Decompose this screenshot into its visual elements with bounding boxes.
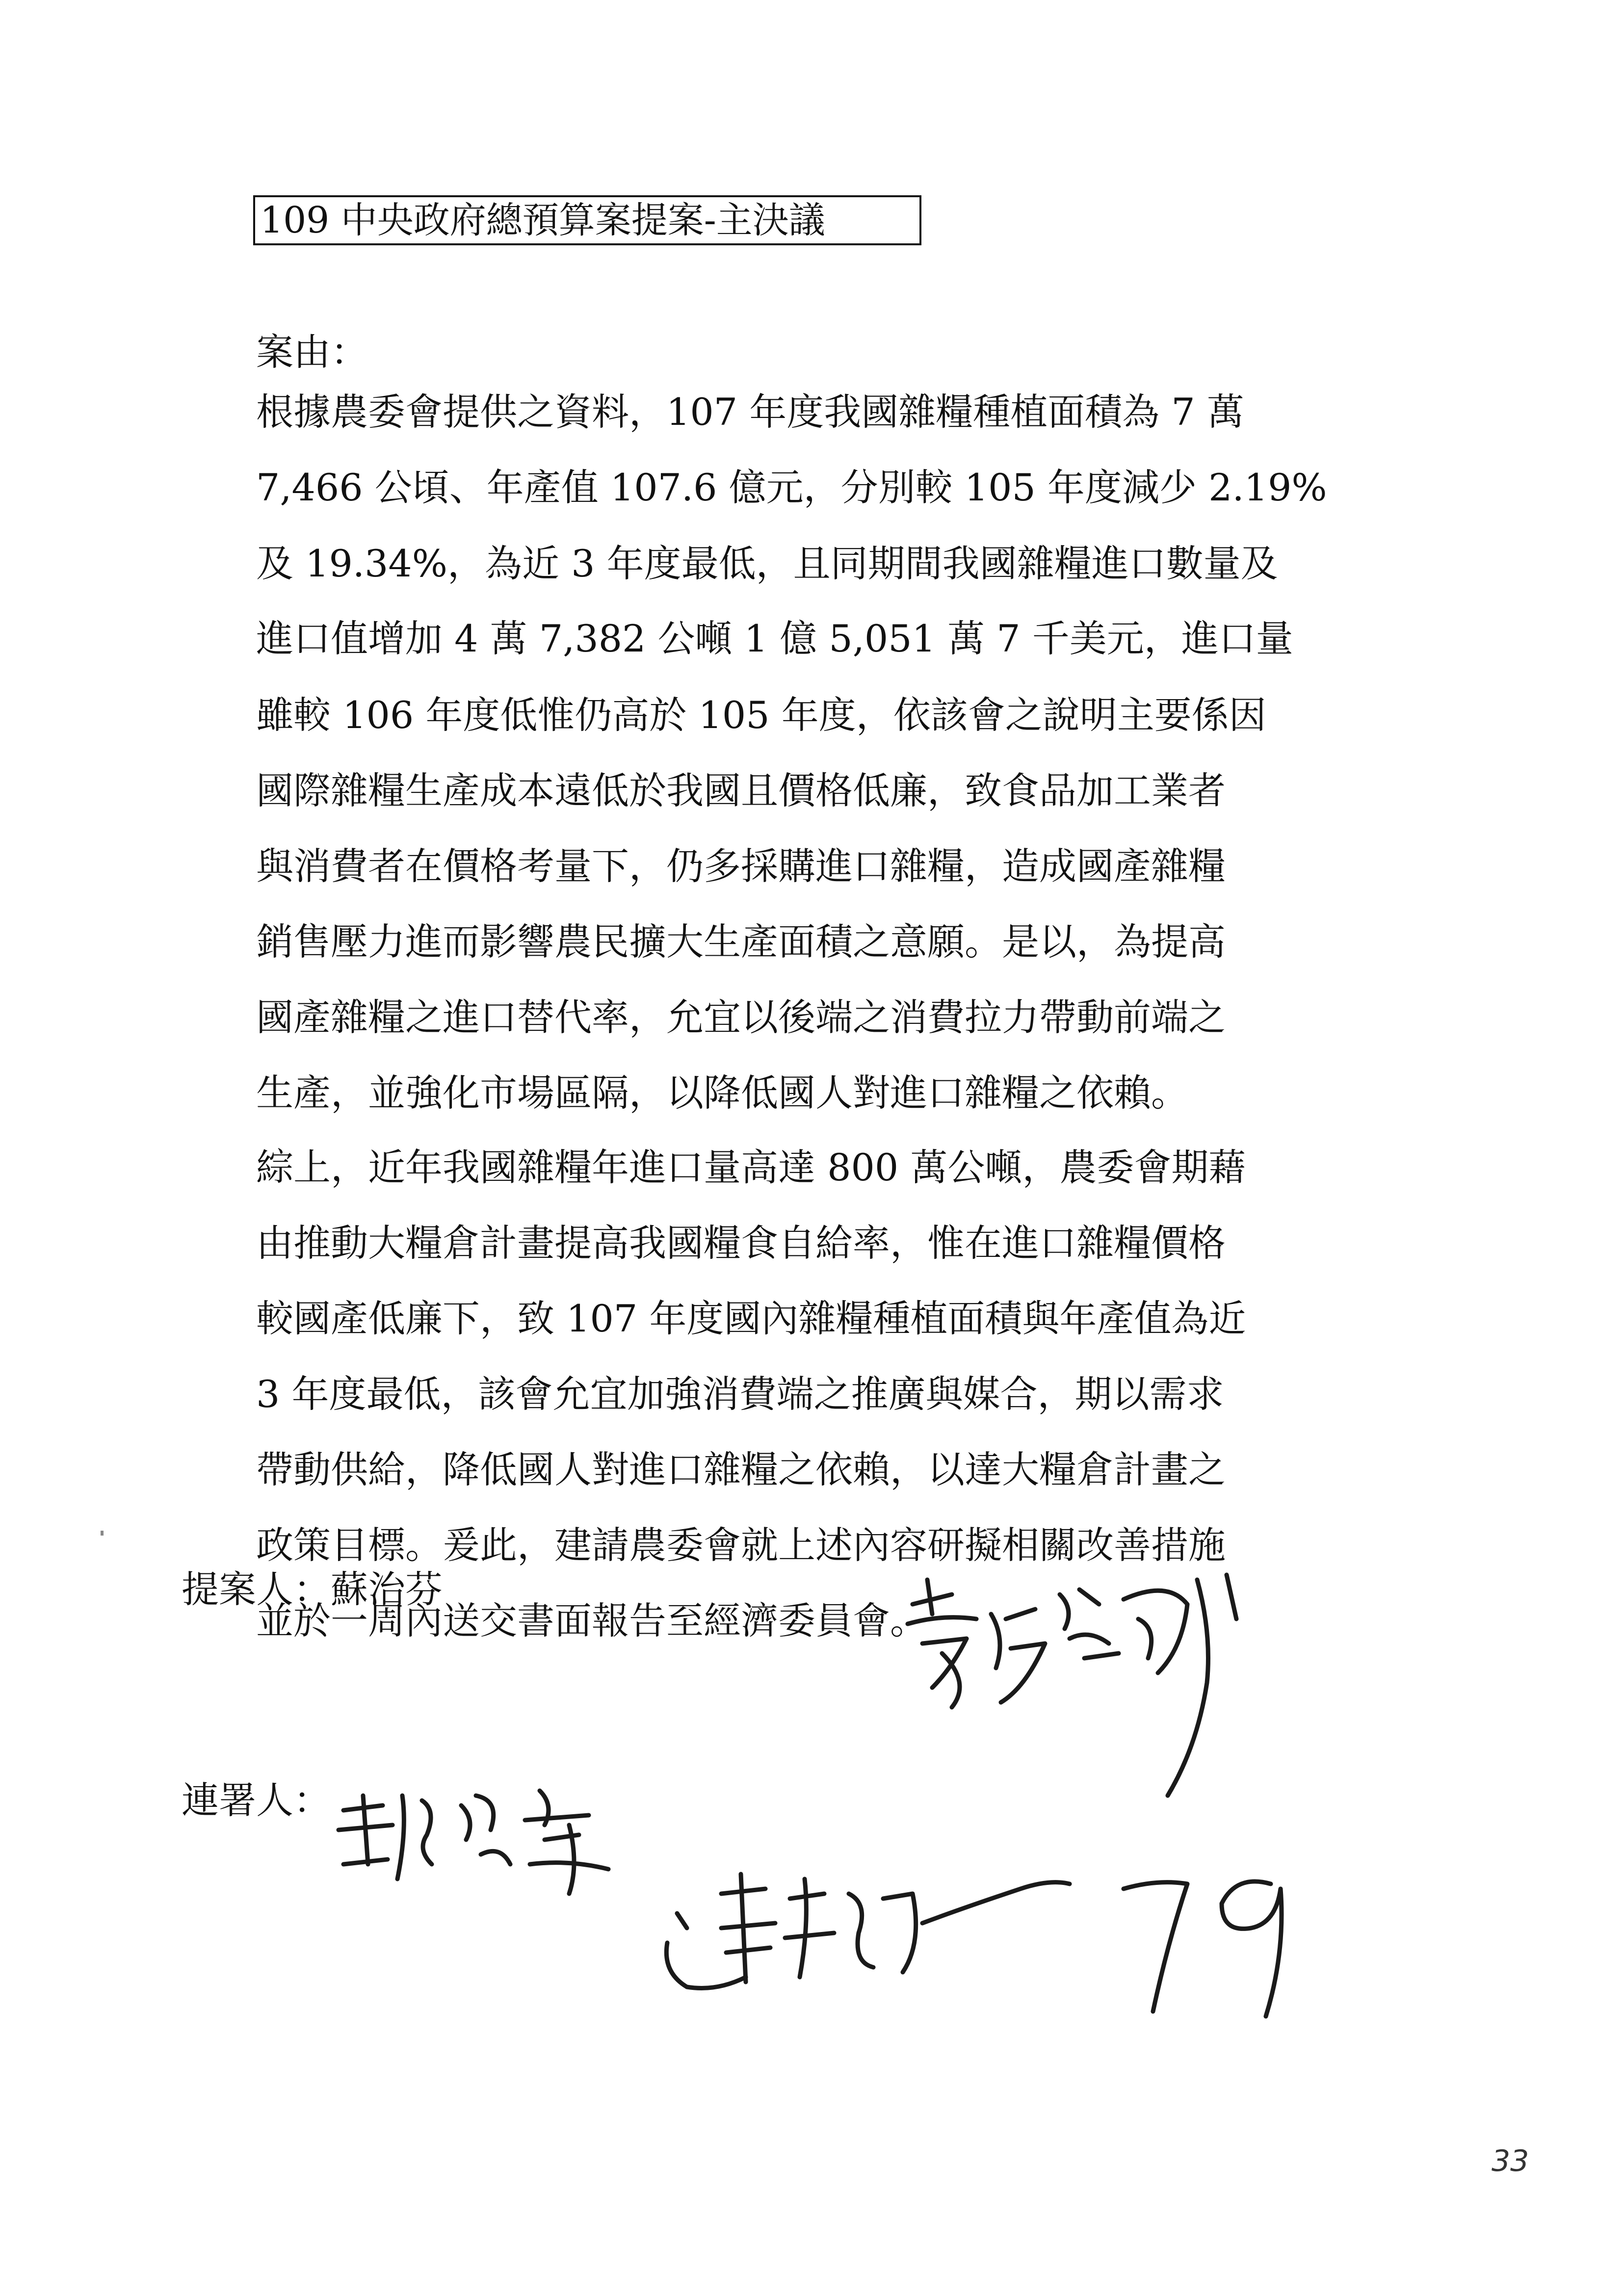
page-number: 33 (1492, 2144, 1529, 2178)
body-line: 根據農委會提供之資料，107 年度我國雜糧種植面積為 7 萬 (256, 390, 1244, 434)
proposer-signature (893, 1560, 1285, 1835)
cosigner-line: 連署人： (182, 1778, 331, 1822)
proposer-line: 提案人：蘇治芬 (182, 1567, 443, 1611)
reason-label: 案由： (256, 330, 368, 374)
body-line: 3 年度最低，該會允宜加強消費端之推廣與媒合，期以需求 (256, 1372, 1224, 1416)
body-line: 帶動供給，降低國人對進口雜糧之依賴，以達大糧倉計畫之 (256, 1448, 1226, 1491)
body-line: 綜上，近年我國雜糧年進口量高達 800 萬公噸，農委會期藉 (256, 1146, 1246, 1189)
body-line: 國產雜糧之進口替代率，允宜以後端之消費拉力帶動前端之 (256, 995, 1226, 1039)
body-line: 政策目標。爰此，建請農委會就上述內容研擬相關改善措施 (256, 1523, 1226, 1567)
body-line: 較國產低廉下，致 107 年度國內雜糧種植面積與年產值為近 (256, 1297, 1246, 1340)
cosigner-signature-2 (648, 1854, 1079, 2021)
body-line: 進口值增加 4 萬 7,382 公噸 1 億 5,051 萬 7 千美元，進口量 (256, 617, 1293, 660)
document-title: 109 中央政府總預算案提案-主決議 (253, 195, 921, 245)
body-line: 由推動大糧倉計畫提高我國糧食自給率，惟在進口雜糧價格 (256, 1221, 1226, 1265)
body-line: 國際雜糧生產成本遠低於我國且價格低廉，致食品加工業者 (256, 769, 1226, 812)
body-line: 並於一周內送交書面報告至經濟委員會。 (256, 1599, 927, 1643)
body-line: 雖較 106 年度低惟仍高於 105 年度，依該會之說明主要係因 (256, 693, 1266, 737)
body-line: 生產，並強化市場區隔，以降低國人對進口雜糧之依賴。 (256, 1071, 1188, 1115)
body-line: 銷售壓力進而影響農民擴大生產面積之意願。是以，為提高 (256, 920, 1226, 964)
body-line: 與消費者在價格考量下，仍多採購進口雜糧，造成國產雜糧 (256, 844, 1226, 888)
scan-speck (101, 1531, 104, 1536)
body-line: 及 19.34%，為近 3 年度最低，且同期間我國雜糧進口數量及 (256, 542, 1278, 585)
cosigner-number (1109, 1854, 1315, 2031)
body-line: 7,466 公頃、年產值 107.6 億元，分別較 105 年度減少 2.19% (256, 466, 1327, 509)
cosigner-signature-1 (314, 1766, 667, 1904)
